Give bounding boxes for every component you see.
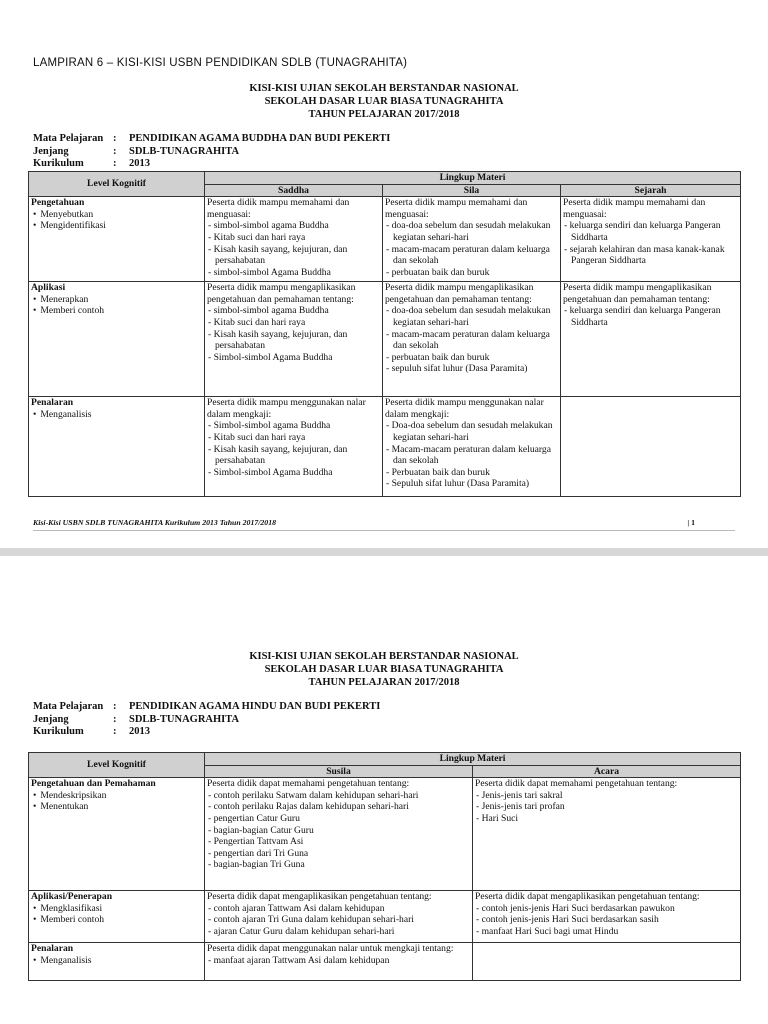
level-title: Penalaran — [31, 397, 74, 409]
cell-item: - simbol-simbol agama Buddha — [207, 305, 380, 317]
subject-info — [33, 701, 380, 739]
meta-row — [33, 714, 380, 727]
cell-item: - manfaat Hari Suci bagi umat Hindu — [475, 926, 738, 938]
level-bullet: • Mengidentifikasi — [31, 220, 202, 232]
table-row — [29, 943, 741, 981]
meta-key: Kurikulum — [33, 158, 84, 169]
meta-key: Jenjang — [33, 145, 69, 157]
document-heading — [0, 82, 768, 121]
cell-item: - Perbuatan baik dan buruk — [385, 467, 558, 479]
column-header-level: Level Kognitif — [29, 753, 205, 778]
table-row — [29, 397, 741, 497]
cell-item: - Jenis-jenis tari sakral — [475, 790, 738, 802]
footer-text: Kisi-Kisi USBN SDLB TUNAGRAHITA Kurikulum 2013 Tahun 2017/2018 — [33, 518, 277, 527]
cell-item: - sejarah kelahiran dan masa kanak-kanak Pangeran Siddharta — [563, 244, 738, 267]
kisi-kisi-table-hindu — [28, 752, 741, 981]
cell-item: - sepuluh sifat luhur (Dasa Paramita) — [385, 363, 558, 375]
table-row — [29, 891, 741, 943]
cell-item: - pengertian dari Tri Guna — [207, 848, 470, 860]
content-cell — [473, 778, 741, 891]
table-header-row — [29, 172, 741, 185]
cell-item: - contoh ajaran Tri Guna dalam kehidupan sehari-hari — [207, 914, 470, 926]
content-cell — [205, 778, 473, 891]
meta-separator: : — [113, 701, 117, 712]
column-header: Sejarah — [561, 184, 741, 197]
content-cell — [205, 891, 473, 943]
meta-row — [33, 133, 390, 146]
level-bullet: • Memberi contoh — [31, 914, 202, 926]
content-cell — [205, 397, 383, 497]
cell-item: - keluarga sendiri dan keluarga Pangeran Siddharta — [563, 220, 738, 243]
content-cell — [383, 197, 561, 282]
content-cell — [383, 397, 561, 497]
meta-row — [33, 726, 380, 739]
cell-item: - pengertian Catur Guru — [207, 813, 470, 825]
cell-item: - Doa-doa sebelum dan sesudah melakukan kegiatan sehari-hari — [385, 420, 558, 443]
cell-item: - Kitab suci dan hari raya — [207, 232, 380, 244]
meta-separator: : — [113, 713, 117, 725]
heading-line: SEKOLAH DASAR LUAR BIASA TUNAGRAHITA — [264, 664, 504, 675]
level-bullet: • Menerapkan — [31, 294, 202, 306]
level-title: Aplikasi/Penerapan — [31, 891, 113, 903]
column-header-level: Level Kognitif — [29, 172, 205, 197]
cell-intro: Peserta didik mampu memahami dan menguasai: — [385, 197, 528, 220]
meta-row — [33, 701, 380, 714]
content-cell — [205, 282, 383, 397]
table-row — [29, 197, 741, 282]
content-cell — [473, 891, 741, 943]
level-bullet: • Memberi contoh — [31, 305, 202, 317]
cell-item: - simbol-simbol Agama Buddha — [207, 267, 380, 279]
meta-key: Mata Pelajaran — [33, 133, 104, 144]
cell-intro: Peserta didik mampu memahami dan menguasai: — [563, 197, 706, 220]
cell-item: - macam-macam peraturan dalam keluarga dan sekolah — [385, 244, 558, 267]
cell-item: - macam-macam peraturan dalam keluarga dan sekolah — [385, 329, 558, 352]
level-cell — [29, 943, 205, 981]
cell-intro: Peserta didik dapat mengaplikasikan pengetahuan tentang: — [475, 891, 700, 903]
cell-item: - Kisah kasih sayang, kejujuran, dan persahabatan — [207, 329, 380, 352]
table-header-row — [29, 753, 741, 766]
meta-separator: : — [113, 145, 117, 157]
cell-item: - Sepuluh sifat luhur (Dasa Paramita) — [385, 478, 558, 490]
kisi-kisi-table-buddha — [28, 171, 741, 497]
footer-divider — [33, 530, 735, 531]
meta-key: Jenjang — [33, 713, 69, 725]
meta-row — [33, 158, 390, 171]
meta-value: PENDIDIKAN AGAMA HINDU DAN BUDI PEKERTI — [129, 701, 381, 712]
content-cell — [205, 197, 383, 282]
column-header-lingkup: Lingkup Materi — [205, 172, 741, 185]
level-bullet: • Mendeskripsikan — [31, 790, 202, 802]
content-cell-empty — [561, 397, 741, 497]
level-bullet: • Menentukan — [31, 801, 202, 813]
content-cell — [383, 282, 561, 397]
cell-item: - manfaat ajaran Tattwam Asi dalam kehidupan — [207, 955, 470, 967]
level-cell — [29, 891, 205, 943]
meta-separator: : — [113, 726, 117, 737]
column-header: Sila — [383, 184, 561, 197]
level-title: Pengetahuan dan Pemahaman — [31, 778, 156, 790]
cell-item: - Simbol-simbol Agama Buddha — [207, 467, 380, 479]
column-header: Saddha — [205, 184, 383, 197]
meta-value: 2013 — [129, 158, 150, 169]
cell-item: - Hari Suci — [475, 813, 738, 825]
page-number: | 1 — [687, 518, 695, 527]
document-page-2 — [0, 556, 768, 1024]
heading-line: KISI-KISI UJIAN SEKOLAH BERSTANDAR NASIONAL — [249, 651, 519, 662]
meta-key: Mata Pelajaran — [33, 701, 104, 712]
column-header: Susila — [205, 765, 473, 778]
content-cell — [561, 282, 741, 397]
level-title: Pengetahuan — [31, 197, 85, 209]
meta-separator: : — [113, 158, 117, 169]
content-cell — [205, 943, 473, 981]
cell-item: - bagian-bagian Catur Guru — [207, 825, 470, 837]
meta-value: SDLB-TUNAGRAHITA — [129, 145, 240, 157]
level-bullet: • Menganalisis — [31, 955, 202, 967]
heading-line: KISI-KISI UJIAN SEKOLAH BERSTANDAR NASIONAL — [249, 83, 519, 94]
cell-item: - bagian-bagian Tri Guna — [207, 859, 470, 871]
cell-item: - Simbol-simbol agama Buddha — [207, 420, 380, 432]
cell-item: - contoh ajaran Tattwam Asi dalam kehidupan — [207, 903, 470, 915]
cell-item: - contoh perilaku Rajas dalam kehidupan sehari-hari — [207, 801, 470, 813]
cell-item: - Kisah kasih sayang, kejujuran, dan persahabatan — [207, 444, 380, 467]
level-bullet: • Mengklasifikasi — [31, 903, 202, 915]
cell-intro: Peserta didik mampu memahami dan menguasai: — [207, 197, 350, 220]
page-footer — [33, 518, 735, 527]
level-bullet: • Menganalisis — [31, 409, 202, 421]
cell-intro: Peserta didik mampu menggunakan nalar dalam mengkaji: — [207, 397, 366, 420]
cell-item: - ajaran Catur Guru dalam kehidupan sehari-hari — [207, 926, 470, 938]
meta-value: 2013 — [129, 726, 150, 737]
cell-item: - Simbol-simbol Agama Buddha — [207, 352, 380, 364]
cell-intro: Peserta didik dapat memahami pengetahuan tentang: — [207, 778, 410, 790]
cell-item: - Kisah kasih sayang, kejujuran, dan persahabatan — [207, 244, 380, 267]
cell-item: - Pengertian Tattvam Asi — [207, 836, 470, 848]
column-header-lingkup: Lingkup Materi — [205, 753, 741, 766]
cell-intro: Peserta didik mampu mengaplikasikan pengetahuan dan pemahaman tentang: — [563, 282, 712, 305]
content-cell — [561, 197, 741, 282]
cell-item: - perbuatan baik dan buruk — [385, 267, 558, 279]
cell-item: - Jenis-jenis tari profan — [475, 801, 738, 813]
content-cell-empty — [473, 943, 741, 981]
level-title: Penalaran — [31, 943, 74, 955]
column-header: Acara — [473, 765, 741, 778]
heading-line: TAHUN PELAJARAN 2017/2018 — [308, 109, 460, 120]
subject-info — [33, 133, 390, 171]
level-cell — [29, 778, 205, 891]
cell-intro: Peserta didik mampu mengaplikasikan pengetahuan dan pemahaman tentang: — [385, 282, 534, 305]
level-cell — [29, 197, 205, 282]
cell-item: - doa-doa sebelum dan sesudah melakukan kegiatan sehari-hari — [385, 220, 558, 243]
meta-key: Kurikulum — [33, 726, 84, 737]
cell-intro: Peserta didik dapat memahami pengetahuan tentang: — [475, 778, 678, 790]
cell-item: - keluarga sendiri dan keluarga Pangeran Siddharta — [563, 305, 738, 328]
meta-separator: : — [113, 133, 117, 144]
cell-item: - simbol-simbol agama Buddha — [207, 220, 380, 232]
cell-item: - doa-doa sebelum dan sesudah melakukan kegiatan sehari-hari — [385, 305, 558, 328]
heading-line: SEKOLAH DASAR LUAR BIASA TUNAGRAHITA — [264, 96, 504, 107]
level-cell — [29, 282, 205, 397]
cell-intro: Peserta didik dapat mengaplikasikan pengetahuan tentang: — [207, 891, 432, 903]
cell-item: - contoh perilaku Satwam dalam kehidupan sehari-hari — [207, 790, 470, 802]
level-bullet: • Menyebutkan — [31, 209, 202, 221]
cell-item: - Macam-macam peraturan dalam keluarga dan sekolah — [385, 444, 558, 467]
meta-row — [33, 146, 390, 159]
attachment-title: LAMPIRAN 6 – KISI-KISI USBN PENDIDIKAN SDLB (TUNAGRAHITA) — [33, 57, 408, 69]
cell-intro: Peserta didik dapat menggunakan nalar untuk mengkaji tentang: — [207, 943, 454, 955]
document-heading — [0, 650, 768, 689]
cell-item: - perbuatan baik dan buruk — [385, 352, 558, 364]
level-cell — [29, 397, 205, 497]
meta-value: SDLB-TUNAGRAHITA — [129, 713, 240, 725]
table-row — [29, 778, 741, 891]
cell-item: - contoh jenis-jenis Hari Suci berdasarkan pawukon — [475, 903, 738, 915]
cell-item: - Kitab suci dan hari raya — [207, 432, 380, 444]
cell-item: - contoh jenis-jenis Hari Suci berdasarkan sasih — [475, 914, 738, 926]
cell-intro: Peserta didik mampu menggunakan nalar dalam mengkaji: — [385, 397, 544, 420]
cell-item: - Kitab suci dan hari raya — [207, 317, 380, 329]
level-title: Aplikasi — [31, 282, 66, 294]
heading-line: TAHUN PELAJARAN 2017/2018 — [308, 677, 460, 688]
table-row — [29, 282, 741, 397]
cell-intro: Peserta didik mampu mengaplikasikan pengetahuan dan pemahaman tentang: — [207, 282, 356, 305]
meta-value: PENDIDIKAN AGAMA BUDDHA DAN BUDI PEKERTI — [129, 133, 391, 144]
